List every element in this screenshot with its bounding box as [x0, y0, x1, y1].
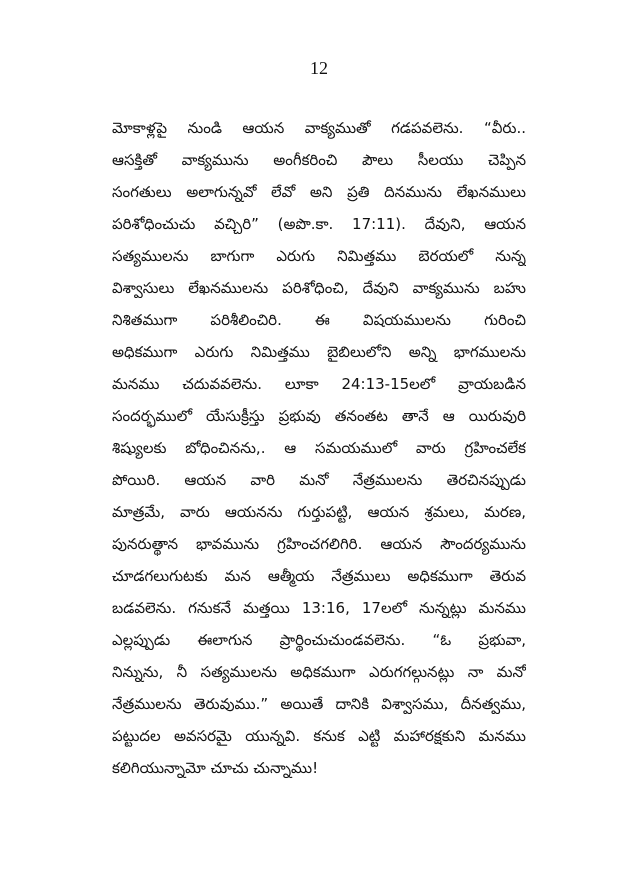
- text-line: సంగతులు అలాగున్నవో లేవో అని ప్రతి దినమును లేఖనములు: [112, 183, 526, 201]
- text-line: మాత్రమే, వారు ఆయనను గుర్తుపట్టి, ఆయన శ్రమలు, మరణ,: [112, 503, 526, 521]
- text-line: నేత్రములను తెరువుము.” అయితే దానికి విశ్వాసము, దీనత్వము,: [112, 695, 526, 713]
- text-line: మోకాళ్లపై నుండి ఆయన వాక్యముతో గడపవలెను. “వీరు..: [112, 119, 526, 137]
- text-line: సత్యములను బాగుగా ఎరుగు నిమిత్తము బెరయలో నున్న: [112, 247, 526, 265]
- text-line: చూడగలుగుటకు మన ఆత్మీయ నేత్రములు అధికముగా తెరువ: [112, 567, 526, 585]
- text-line: నిశితముగా పరిశీలించిరి. ఈ విషయములను గురించి: [112, 311, 526, 329]
- text-line: పోయిరి. ఆయన వారి మనో నేత్రములను తెరచినప్పుడు: [112, 471, 526, 489]
- text-line: బడవలెను. గనుకనే మత్తయి 13:16, 17లలో నున్నట్లు మనము: [112, 599, 526, 617]
- text-line: విశ్వాసులు లేఖనములను పరిశోధించి, దేవుని వాక్యమును బహు: [112, 279, 526, 297]
- text-line: పునరుత్థాన భావమును గ్రహించగలిగిరి. ఆయన సౌందర్యమును: [112, 535, 526, 553]
- text-line: మనము చదువవలెను. లూకా 24:13-15లలో వ్రాయబడిన: [112, 375, 526, 393]
- text-line: పరిశోధించుచు వచ్చిరి” (అపొ.కా. 17:11). దేవుని, ఆయన: [112, 215, 526, 233]
- page-number: 12: [310, 58, 328, 78]
- text-line: ఎల్లప్పుడు ఈలాగున ప్రార్థించుచుండవలెను. “ఓ ప్రభువా,: [112, 631, 526, 649]
- text-line: నిన్నును, నీ సత్యములను అధికముగా ఎరుగగల్గునట్లు నా మనో: [112, 663, 526, 681]
- text-line: కలిగియున్నామో చూచు చున్నాము!: [112, 759, 319, 777]
- text-line: సందర్భములో యేసుక్రీస్తు ప్రభువు తనంతట తానే ఆ యిరువురి: [112, 407, 526, 425]
- body-paragraph: [112, 112, 526, 784]
- text-line: అధికముగా ఎరుగు నిమిత్తము బైబిలులోని అన్ని భాగములను: [112, 343, 526, 361]
- text-line: ఆసక్తితో వాక్యమును అంగీకరించి పౌలు సీలయు చెప్పిన: [112, 151, 526, 169]
- text-line: పట్టుదల అవసరమై యున్నవి. కనుక ఎట్టి మహారక్షకుని మనము: [112, 727, 526, 745]
- text-line: శిష్యులకు బోధించినను,. ఆ సమయములో వారు గ్రహించలేక: [112, 439, 526, 457]
